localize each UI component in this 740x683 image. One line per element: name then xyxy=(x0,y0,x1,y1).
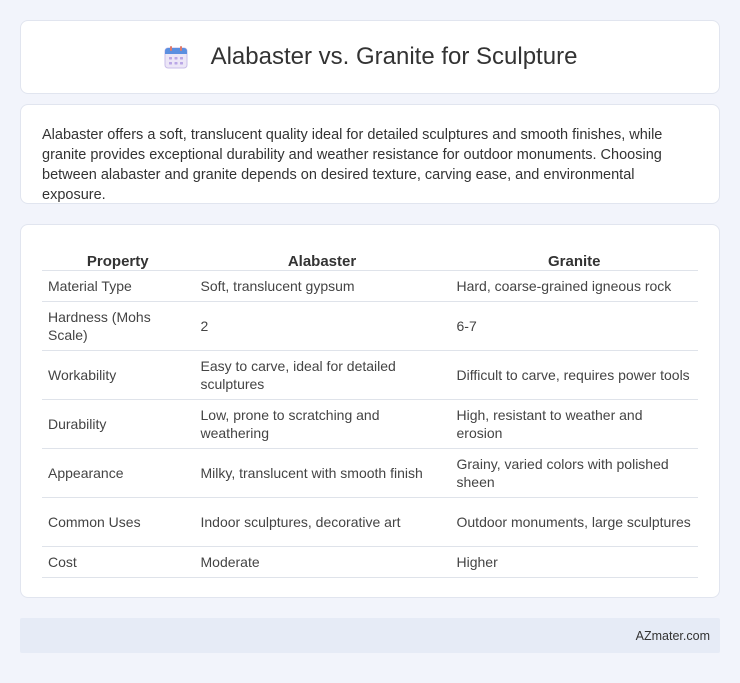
cell-alabaster: Milky, translucent with smooth finish xyxy=(194,448,450,497)
title-card xyxy=(20,20,720,94)
cell-granite: Outdoor monuments, large sculptures xyxy=(450,497,698,546)
page-title: Alabaster vs. Granite for Sculpture xyxy=(210,43,578,70)
header-property: Property xyxy=(42,245,194,270)
footer-site-link[interactable]: AZmater.com xyxy=(635,628,710,643)
table-row xyxy=(42,301,698,350)
cell-alabaster: 2 xyxy=(194,301,450,350)
table-card xyxy=(20,224,720,598)
comparison-table xyxy=(42,245,698,578)
table-row xyxy=(42,497,698,546)
cell-granite: 6-7 xyxy=(450,301,698,350)
cell-granite: Difficult to carve, requires power tools xyxy=(450,350,698,399)
cell-granite: High, resistant to weather and erosion xyxy=(450,399,698,448)
table-row xyxy=(42,399,698,448)
cell-granite: Hard, coarse-grained igneous rock xyxy=(450,270,698,301)
cell-property: Appearance xyxy=(42,448,194,497)
footer xyxy=(20,618,720,653)
cell-granite: Grainy, varied colors with polished sheen xyxy=(450,448,698,497)
title-wrap xyxy=(163,43,578,71)
cell-property: Cost xyxy=(42,546,194,577)
cell-property: Hardness (Mohs Scale) xyxy=(42,301,194,350)
header-alabaster: Alabaster xyxy=(194,245,450,270)
cell-property: Workability xyxy=(42,350,194,399)
cell-alabaster: Easy to carve, ideal for detailed sculptures xyxy=(194,350,450,399)
intro-card xyxy=(20,104,720,204)
cell-alabaster: Moderate xyxy=(194,546,450,577)
table-row xyxy=(42,350,698,399)
cell-granite: Higher xyxy=(450,546,698,577)
cell-alabaster: Soft, translucent gypsum xyxy=(194,270,450,301)
cell-alabaster: Low, prone to scratching and weathering xyxy=(194,399,450,448)
cell-property: Common Uses xyxy=(42,497,194,546)
cell-property: Material Type xyxy=(42,270,194,301)
header-granite: Granite xyxy=(450,245,698,270)
table-row xyxy=(42,546,698,577)
table-header-row xyxy=(42,245,698,270)
table-row xyxy=(42,448,698,497)
intro-text: Alabaster offers a soft, translucent quality ideal for detailed sculptures and smooth finishes, while granite provides exceptional durability and weather resistance for outdoor monuments. Choosing between alabaster and granite depends on desired texture, carving ease, and environmental exposure. xyxy=(42,127,663,203)
cell-property: Durability xyxy=(42,399,194,448)
cell-alabaster: Indoor sculptures, decorative art xyxy=(194,497,450,546)
calendar-icon xyxy=(163,44,189,70)
table-row xyxy=(42,270,698,301)
